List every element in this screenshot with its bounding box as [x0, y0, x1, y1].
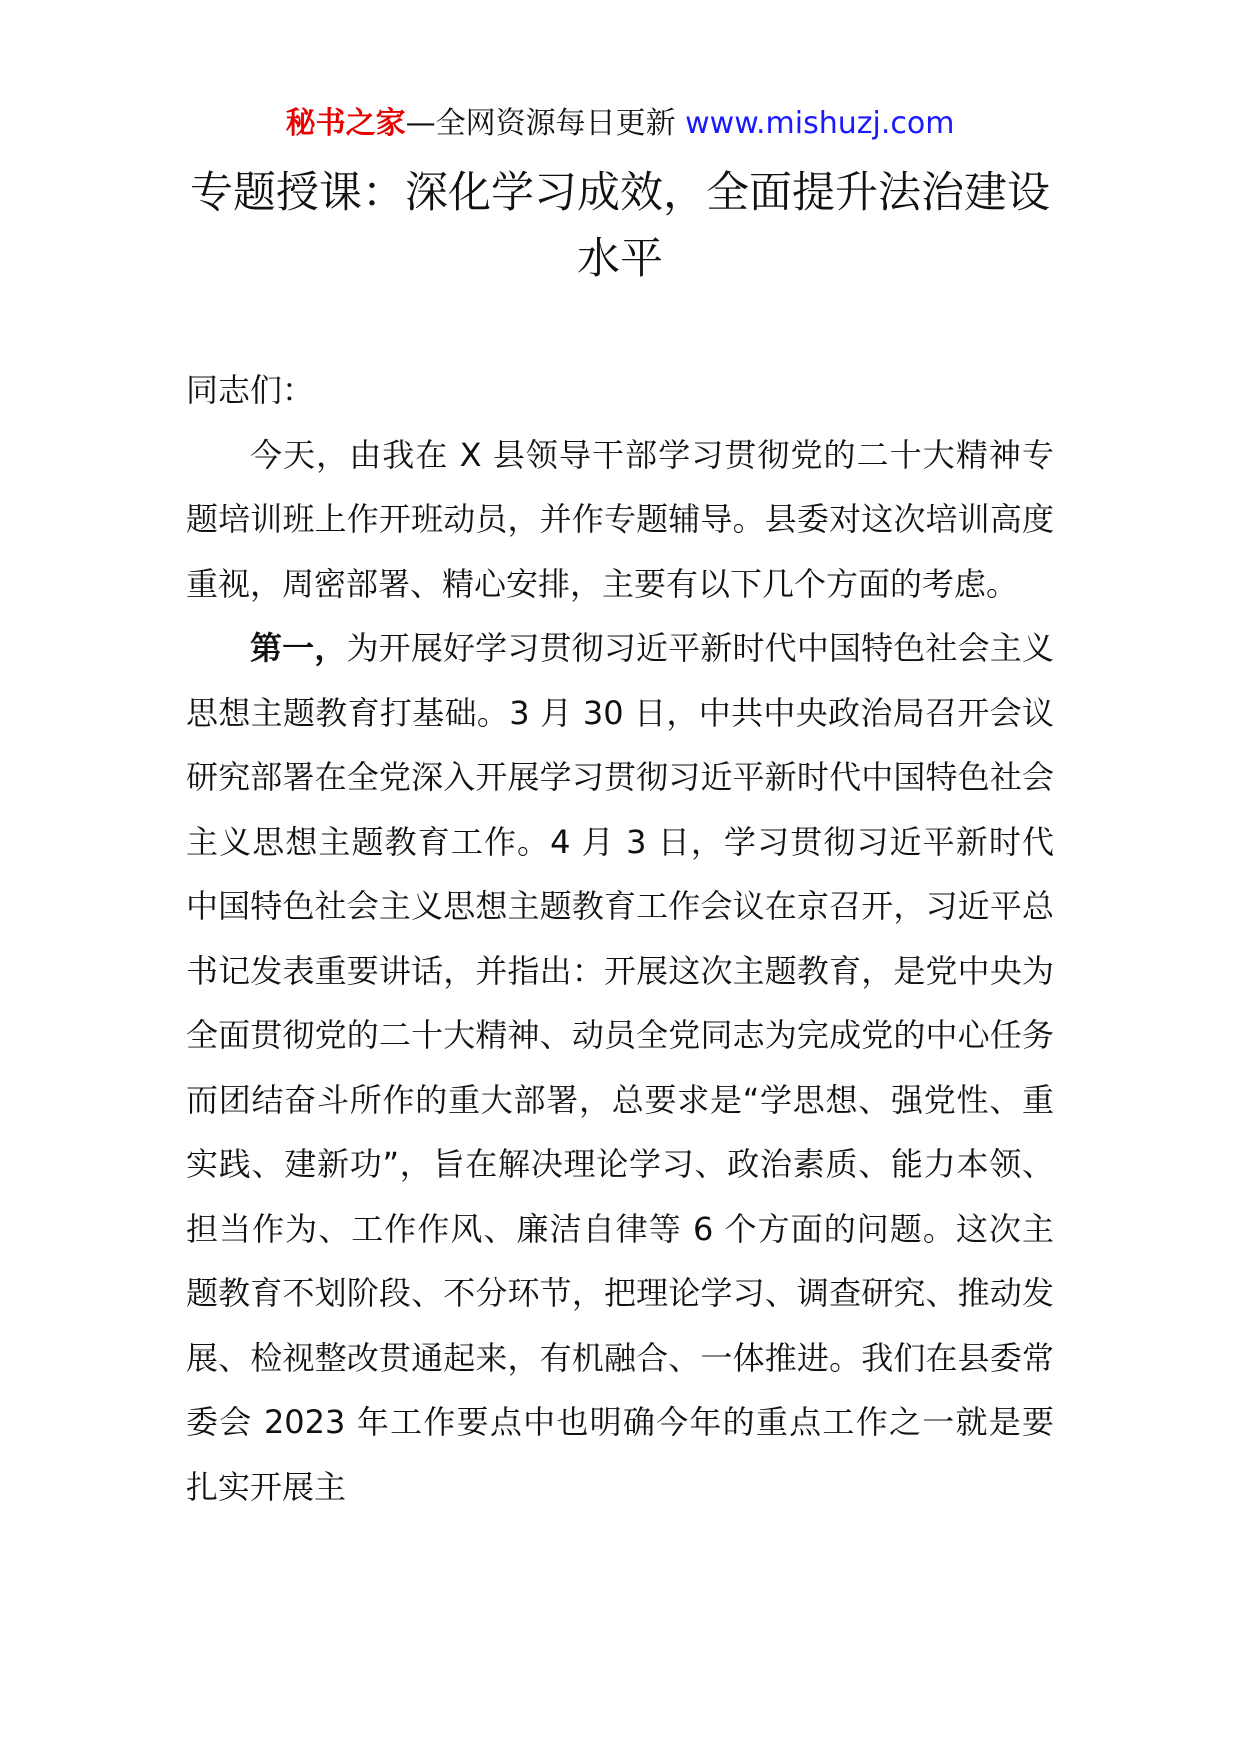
- site-link[interactable]: www.mishuzj.com: [685, 106, 955, 141]
- brand-name: 秘书之家: [285, 106, 406, 141]
- paragraph-2-text: 为开展好学习贯彻习近平新时代中国特色社会主义思想主题教育打基础。3 月 30 日，中共中央政治局召开会议研究部署在全党深入开展学习贯彻习近平新时代中国特色社会主义思想主题教育工作。4 月 3 日，学习贯彻习近平新时代中国特色社会主义思想主题教育工作会议在京召开，习近平总书记发表重要讲话，并指出：开展这次主题教育，是党中央为全面贯彻党的二十大精神、动员全党同志为完成党的中心任务而团结奋斗所作的重大部署，总要求是“学思想、强党性、重实践、建新功”，旨在解决理论学习、政治素质、能力本领、担当作为、工作作风、廉洁自律等 6 个方面的问题。这次主题教育不划阶段、不分环节，把理论学习、调查研究、推动发展、检视整改贯通起来，有机融合、一体推进。我们在县委常委会 2023 年工作要点中也明确今年的重点工作之一就是要扎实开展主: [186, 629, 1054, 1506]
- paragraph-1: 今天，由我在 X 县领导干部学习贯彻党的二十大精神专题培训班上作开班动员，并作专题辅导。县委对这次培训高度重视，周密部署、精心安排，主要有以下几个方面的考虑。: [186, 435, 1054, 603]
- document-body: [186, 358, 1054, 1519]
- document-title: 专题授课：深化学习成效，全面提升法治建设水平: [190, 168, 1050, 284]
- paragraph-2: [186, 616, 1054, 1519]
- salutation: 同志们：: [186, 371, 315, 409]
- site-header: [0, 104, 1240, 144]
- paragraph-2-lead: 第一，: [250, 629, 347, 667]
- header-slogan: —全网资源每日更新: [405, 106, 676, 141]
